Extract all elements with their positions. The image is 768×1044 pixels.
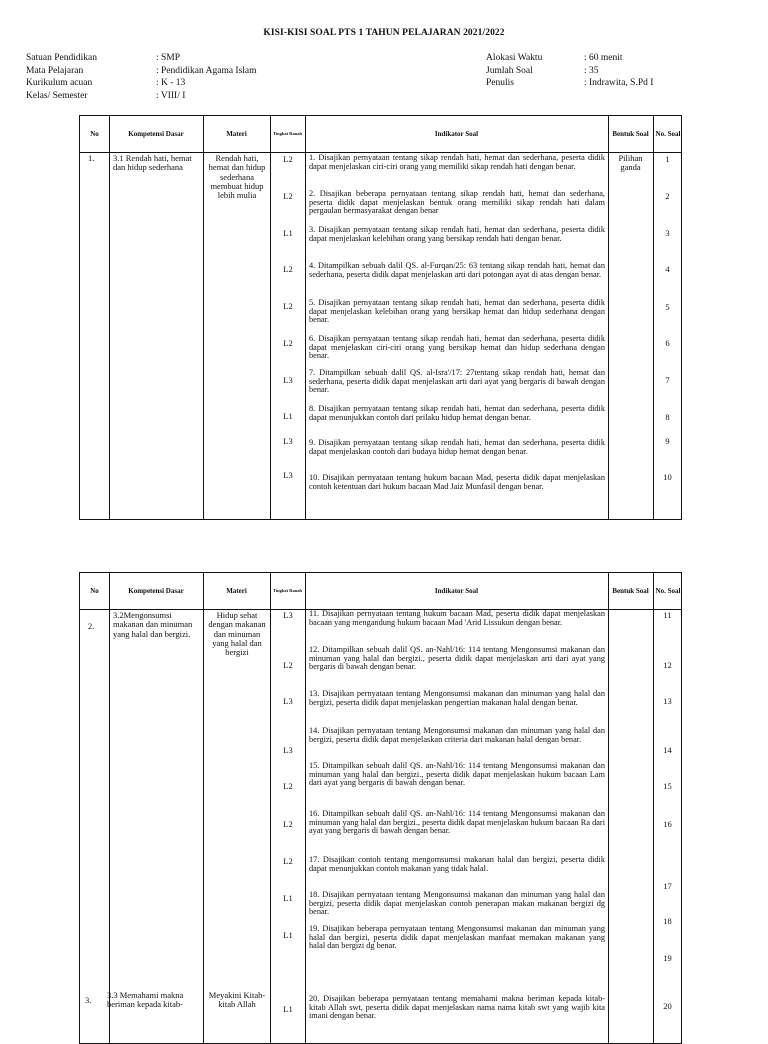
meta-key: Jumlah Soal — [486, 65, 533, 76]
indikator-soal: 20. Disajikan beberapa pernyataan tentang memahami makna beriman kepada kitab-kitab Allah swt, peserta didik dapat menjelaskan nama nama kitab swt yang wajib kita imani dengan benar. — [309, 994, 605, 1021]
column-divider — [608, 116, 609, 519]
tingkat-ranah: L2 — [283, 819, 293, 829]
indikator-soal: 16. Ditampilkan sebuah dalil QS. an-Nahl/16: 114 tentang Mengonsumsi makanan dan minuman yang halal dan bergizi., peserta didik dapat menjelaskan hukum bacaan Ra dari ayat yang bergaris di bawah dengan benar. — [309, 809, 605, 836]
nomor-soal: 15 — [663, 781, 672, 791]
nomor-soal: 8 — [665, 412, 670, 422]
kisi-table-1 — [79, 115, 682, 520]
document-title: KISI-KISI SOAL PTS 1 TAHUN PELAJARAN 2021/2022 — [263, 28, 505, 38]
nomor-soal: 10 — [663, 472, 672, 482]
nomor-soal: 9 — [665, 436, 670, 446]
nomor-soal: 14 — [663, 745, 672, 755]
meta-value: : Pendidikan Agama Islam — [156, 65, 257, 76]
meta-row — [26, 52, 257, 65]
materi: Hidup sehat dengan makanan dan minuman yang halal dan bergizi — [208, 610, 266, 658]
nomor-soal: 11 — [663, 610, 672, 620]
nomor-soal: 7 — [665, 375, 670, 385]
header-kompetensi: Kompetensi Dasar — [128, 130, 184, 138]
column-divider — [109, 116, 110, 519]
indikator-soal: 12. Ditampilkan sebuah dalil QS. an-Nahl/16: 114 tentang Mengonsumsi makanan dan minuman yang halal dan bergizi., peserta didik dapat menjelaskan arti dari ayat yang bergaris di bawah dengan benar. — [309, 645, 605, 672]
tingkat-ranah: L1 — [283, 228, 293, 238]
tingkat-ranah: L1 — [283, 1004, 293, 1014]
header-bentuk: Bentuk Soal — [612, 130, 649, 138]
tingkat-ranah: L1 — [283, 411, 293, 421]
header-nosoal: No. Soal — [655, 587, 681, 595]
tingkat-ranah: L2 — [283, 301, 293, 311]
kisi-table-2 — [79, 572, 682, 1044]
nomor-soal: 2 — [665, 191, 670, 201]
column-divider — [305, 116, 306, 519]
indikator-soal: 18. Disajikan pernyataan tentang Mengonsumsi makanan dan minuman yang halal dan bergizi, peserta didik dapat menjelaskan contoh penerapan makan makanan bergizi dg benar. — [309, 890, 605, 917]
meta-key: Alokasi Waktu — [486, 53, 543, 63]
table-header — [80, 573, 681, 610]
tingkat-ranah: L3 — [283, 745, 293, 755]
meta-value: : 35 — [584, 65, 599, 76]
row-no: 1. — [88, 153, 95, 163]
nomor-soal: 4 — [665, 264, 670, 274]
meta-left — [26, 52, 257, 102]
indikator-soal: 10. Disajikan pernyataan tentang hukum bacaan Mad, peserta didik dapat menjelaskan contoh ketentuan dari hukum bacaan Mad Jaiz Munfasil dengan benar. — [309, 473, 605, 491]
column-divider — [608, 573, 609, 1043]
tingkat-ranah: L3 — [283, 696, 293, 706]
materi: Meyakini Kitab-kitab Allah — [208, 990, 266, 1010]
indikator-soal: 7. Ditampilkan sebuah dalil QS. al-Isra'/17: 27tentang sikap rendah hati, hemat dan sederhana, peserta didik dapat menjelaskan arti dari ayat yang bergaris di bawah dengan benar. — [309, 368, 605, 395]
tingkat-ranah: L2 — [283, 154, 293, 164]
indikator-soal: 9. Disajikan pernyataan tentang sikap rendah hati, hemat dan sederhana, peserta didik dapat menjelaskan contoh dari budaya hidup hemat dengan benar. — [309, 438, 605, 456]
row-no: 2. — [88, 621, 95, 631]
kompetensi-dasar: 3.1 Rendah hati, hemat dan hidup sederhana — [113, 153, 192, 173]
nomor-soal: 16 — [663, 819, 672, 829]
column-divider — [203, 573, 204, 1043]
indikator-soal: 15. Ditampilkan sebuah dalil QS. an-Nahl/16: 114 tentang Mengonsumsi makanan dan minuman yang halal dan bergizi., peserta didik dapat menjelaskan hukum bacaan Lam dari ayat yang bergaris di bawah dengan benar. — [309, 761, 605, 788]
nomor-soal: 13 — [663, 696, 672, 706]
meta-key: Mata Pelajaran — [26, 65, 84, 76]
nomor-soal: 17 — [663, 881, 672, 891]
kompetensi-dasar: 3.2Mengonsumsi makanan dan minuman yang halal dan bergizi. — [113, 610, 193, 639]
meta-value: : 60 menit — [584, 53, 623, 63]
header-materi: Materi — [226, 130, 247, 138]
meta-key: Satuan Pendidikan — [26, 53, 97, 63]
tingkat-ranah: L2 — [283, 781, 293, 791]
meta-right — [486, 52, 653, 90]
header-bentuk: Bentuk Soal — [612, 587, 649, 595]
indikator-soal: 13. Disajikan pernyataan tentang Mengonsumsi makanan dan minuman yang halal dan bergizi, peserta didik dapat menjelaskan pengertian makanan halal dengan benar. — [309, 689, 605, 707]
column-divider — [653, 573, 654, 1043]
column-divider — [653, 116, 654, 519]
meta-key: Kelas/ Semester — [26, 90, 88, 101]
nomor-soal: 19 — [663, 953, 672, 963]
kompetensi-dasar: 3.3 Memahami makna beriman kepada kitab- — [107, 990, 184, 1010]
indikator-soal: 3. Disajikan pernyataan tentang sikap rendah hati, hemat dan sederhana, peserta didik dapat menjelaskan kelebihan orang yang bersikap rendah hati dengan benar. — [309, 225, 605, 243]
table-header — [80, 116, 681, 153]
header-no: No — [90, 130, 99, 138]
tingkat-ranah: L2 — [283, 264, 293, 274]
nomor-soal: 3 — [665, 228, 670, 238]
indikator-soal: 19. Disajikan beberapa pernyataan tentang Mengonsumsi makanan dan minuman yang halal dan bergizi, peserta didik dapat menjelaskan manfaat memakan makanan yang halal dan bergizi dg benar. — [309, 924, 605, 951]
tingkat-ranah: L2 — [283, 660, 293, 670]
indikator-soal: 17. Disajikan contoh tentang mengomsumsi makanan halal dan bergizi, peserta didik dapat menunjukkan contoh makanan yang tidak halal. — [309, 855, 605, 873]
header-tingkat: Tingkat Ranah — [272, 588, 303, 594]
nomor-soal: 6 — [665, 338, 670, 348]
meta-row — [486, 52, 653, 65]
tingkat-ranah: L3 — [283, 470, 293, 480]
header-indikator: Indikator Soal — [434, 130, 479, 138]
header-kompetensi: Kompetensi Dasar — [128, 587, 184, 595]
tingkat-ranah: L3 — [283, 610, 293, 620]
indikator-soal: 11. Disajikan pernyataan tentang hukum bacaan Mad, peserta didik dapat menjelaskan bacaan yang mengandung hukum bacaan Mad 'Arid Lissukun dengan benar. — [309, 609, 605, 627]
row-no: 3. — [85, 995, 92, 1005]
tingkat-ranah: L1 — [283, 893, 293, 903]
indikator-soal: 1. Disajikan pernyataan tentang sikap rendah hati, hemat dan sederhana, peserta didik dapat menjelaskan ciri-ciri orang yang memiliki sikap rendah hati dengan benar. — [309, 153, 605, 171]
header-nosoal: No. Soal — [655, 130, 681, 138]
nomor-soal: 5 — [665, 302, 670, 312]
meta-value: : Indrawita, S.Pd I — [584, 78, 654, 88]
meta-row — [26, 65, 257, 78]
meta-value: : SMP — [156, 53, 181, 63]
nomor-soal: 1 — [665, 154, 670, 164]
tingkat-ranah: L2 — [283, 856, 293, 866]
meta-value: : K - 13 — [156, 78, 186, 88]
column-divider — [109, 573, 110, 1043]
header-indikator: Indikator Soal — [434, 587, 479, 595]
indikator-soal: 8. Disajikan pernyataan tentang sikap rendah hati, hemat dan sederhana, peserta didik dapat menunjukkan contoh dari prilaku hidup hemat dengan benar. — [309, 404, 605, 422]
header-no: No — [90, 587, 99, 595]
meta-row — [486, 65, 653, 78]
header-tingkat: Tingkat Ranah — [272, 131, 303, 137]
tingkat-ranah: L2 — [283, 338, 293, 348]
indikator-soal: 4. Ditampilkan sebuah dalil QS. al-Furqan/25: 63 tentang sikap rendah hati, hemat dan sederhana, peserta didik dapat menjelaskan arti dari potongan ayat di atas dengan benar. — [309, 261, 605, 279]
meta-row — [26, 90, 257, 103]
indikator-soal: 6. Disajikan pernyataan tentang sikap rendah hati, hemat dan sederhana, peserta didik dapat menjelaskan ciri-ciri orang yang bersikap hemat dan hidup sederhana dengan benar. — [309, 334, 605, 361]
tingkat-ranah: L1 — [283, 930, 293, 940]
meta-row — [26, 77, 257, 90]
indikator-soal: 14. Disajikan pernyataan tentang Mengonsumsi makanan dan minuman yang halal dan bergizi, peserta didik dapat menjelaskan criteria dari makanan halal dengan benar. — [309, 726, 605, 744]
meta-row — [486, 77, 653, 90]
column-divider — [305, 573, 306, 1043]
tingkat-ranah: L3 — [283, 375, 293, 385]
meta-key: Kurikulum acuan — [26, 78, 93, 88]
nomor-soal: 12 — [663, 660, 672, 670]
column-divider — [270, 116, 271, 519]
tingkat-ranah: L2 — [283, 191, 293, 201]
nomor-soal: 20 — [663, 1001, 672, 1011]
meta-value: : VIII/ I — [156, 90, 186, 101]
column-divider — [203, 116, 204, 519]
indikator-soal: 2. Disajikan beberapa pernyataan tentang sikap rendah hati, hemat dan sederhana, peserta didik dapat menjelaskan bentuk orang memiliki sikap rendah hati dalam pergaulan bermasyarakat dengan benar — [309, 189, 605, 216]
column-divider — [270, 573, 271, 1043]
indikator-soal: 5. Disajikan pernyataan tentang sikap rendah hati, hemat dan sederhana, peserta didik dapat menjelaskan kelebihan orang yang bersikap hemat dan hidup sederhana dengan benar. — [309, 298, 605, 325]
tingkat-ranah: L3 — [283, 436, 293, 446]
nomor-soal: 18 — [663, 916, 672, 926]
meta-key: Penulis — [486, 78, 514, 88]
bentuk-soal: Pilihan ganda — [618, 153, 643, 173]
header-materi: Materi — [226, 587, 247, 595]
materi: Rendah hati, hemat dan hidup sederhana membuat hidup lebih mulia — [208, 153, 266, 201]
